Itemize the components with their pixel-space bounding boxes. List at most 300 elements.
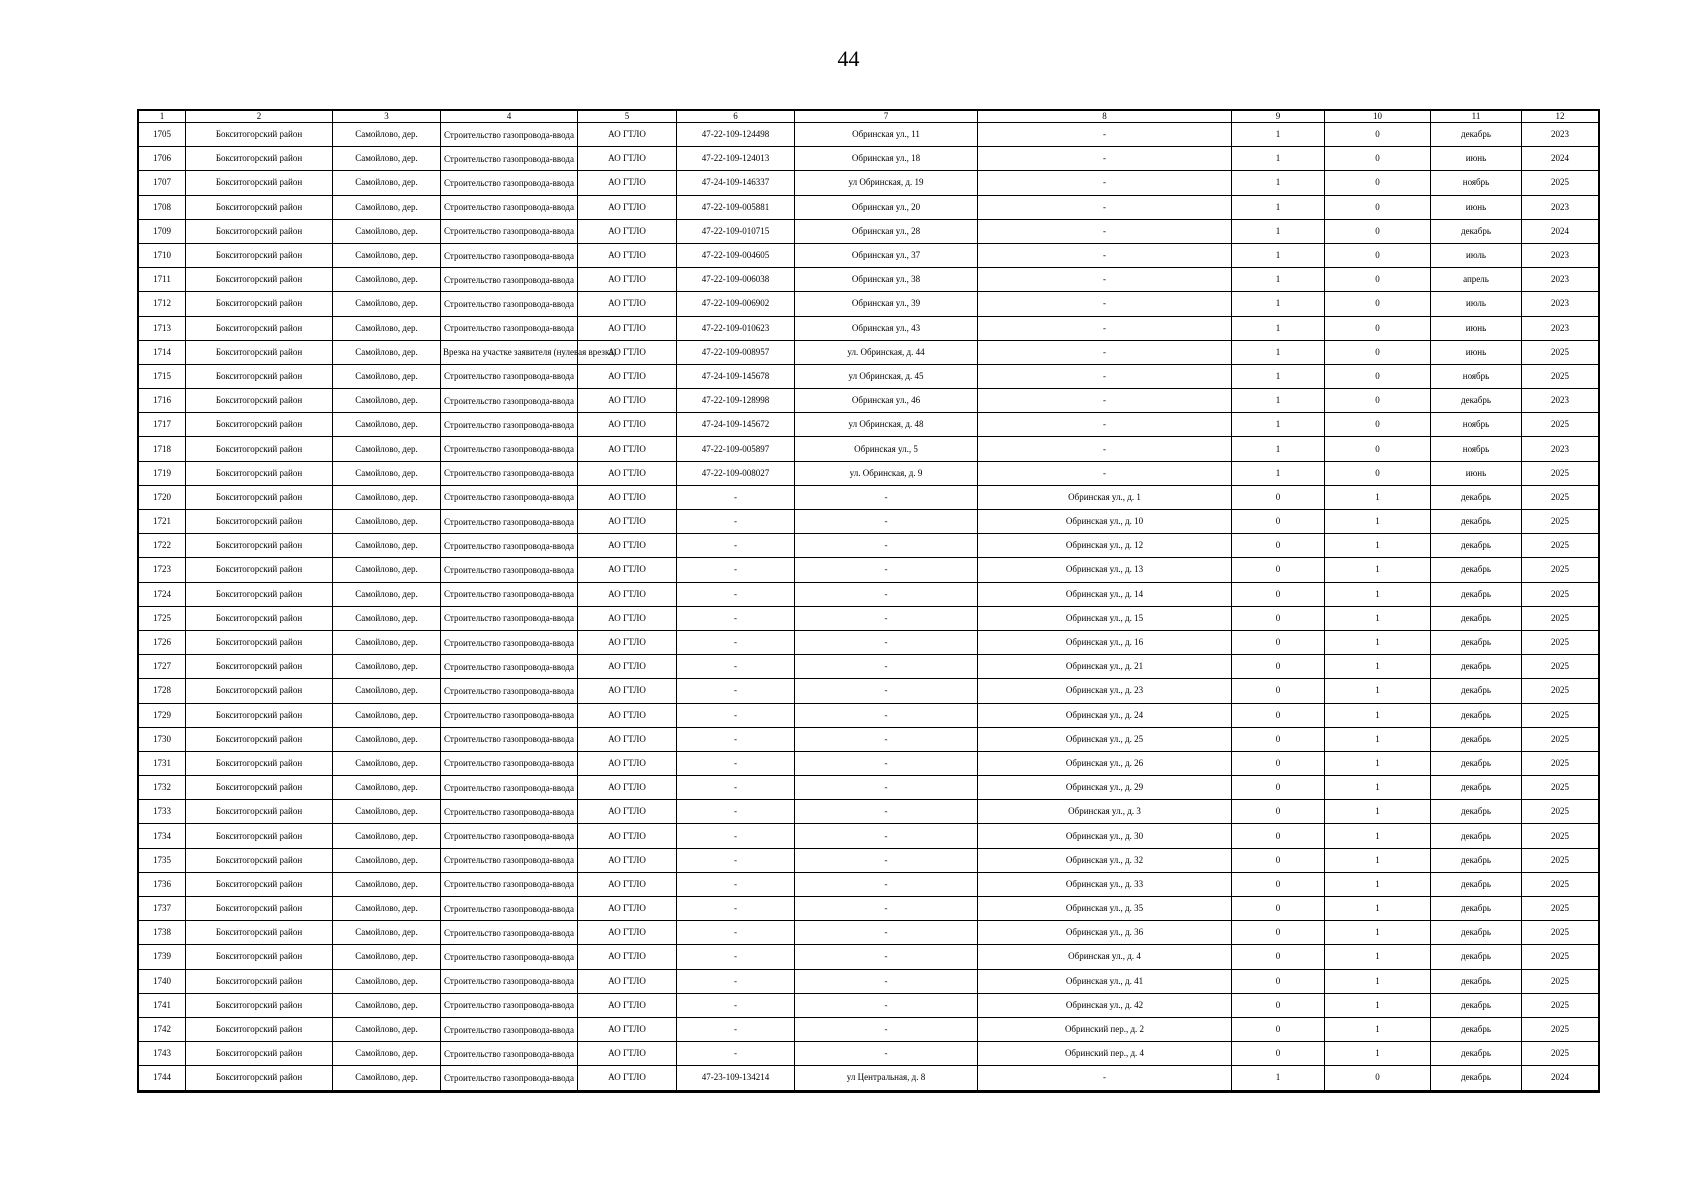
settlement-cell: Самойлово, дер.	[333, 1066, 441, 1091]
month-cell: ноябрь	[1431, 364, 1522, 388]
cadastral-number-cell: -	[677, 800, 795, 824]
table-row	[139, 582, 1599, 606]
cadastral-number-cell: -	[677, 510, 795, 534]
count-a-cell: 0	[1232, 824, 1325, 848]
applicant-address-cell: -	[978, 123, 1232, 147]
month-cell: декабрь	[1431, 921, 1522, 945]
table-row	[139, 510, 1599, 534]
district-cell: Бокситогорский район	[186, 1042, 333, 1066]
organization-cell: АО ГТЛО	[578, 897, 677, 921]
cadastral-number-cell: -	[677, 703, 795, 727]
district-cell: Бокситогорский район	[186, 606, 333, 630]
year-cell: 2025	[1522, 679, 1599, 703]
count-a-cell: 0	[1232, 534, 1325, 558]
cadastral-number-cell: -	[677, 848, 795, 872]
organization-cell: АО ГТЛО	[578, 364, 677, 388]
organization-cell: АО ГТЛО	[578, 243, 677, 267]
work-type-cell: Строительство газопровода-ввода	[441, 461, 578, 485]
count-b-cell: 1	[1325, 945, 1431, 969]
organization-cell: АО ГТЛО	[578, 171, 677, 195]
settlement-cell: Самойлово, дер.	[333, 461, 441, 485]
table-row	[139, 123, 1599, 147]
row-number-cell: 1728	[139, 679, 186, 703]
applicant-address-cell: Обринская ул., д. 16	[978, 630, 1232, 654]
year-cell: 2025	[1522, 727, 1599, 751]
row-number-cell: 1721	[139, 510, 186, 534]
object-address-cell: -	[795, 993, 978, 1017]
settlement-cell: Самойлово, дер.	[333, 268, 441, 292]
year-cell: 2025	[1522, 364, 1599, 388]
row-number-cell: 1738	[139, 921, 186, 945]
year-cell: 2023	[1522, 316, 1599, 340]
year-cell: 2025	[1522, 413, 1599, 437]
organization-cell: АО ГТЛО	[578, 123, 677, 147]
column-number-header: 1	[139, 111, 186, 123]
settlement-cell: Самойлово, дер.	[333, 1042, 441, 1066]
work-type-cell: Строительство газопровода-ввода	[441, 389, 578, 413]
count-b-cell: 0	[1325, 268, 1431, 292]
table-row	[139, 243, 1599, 267]
district-cell: Бокситогорский район	[186, 340, 333, 364]
settlement-cell: Самойлово, дер.	[333, 316, 441, 340]
year-cell: 2025	[1522, 945, 1599, 969]
work-type-cell: Строительство газопровода-ввода	[441, 993, 578, 1017]
applicant-address-cell: Обринская ул., д. 32	[978, 848, 1232, 872]
cadastral-number-cell: -	[677, 485, 795, 509]
year-cell: 2025	[1522, 171, 1599, 195]
count-a-cell: 0	[1232, 655, 1325, 679]
cadastral-number-cell: -	[677, 1017, 795, 1041]
month-cell: декабрь	[1431, 848, 1522, 872]
table-row	[139, 461, 1599, 485]
month-cell: июль	[1431, 243, 1522, 267]
work-type-cell: Строительство газопровода-ввода	[441, 969, 578, 993]
month-cell: декабрь	[1431, 630, 1522, 654]
page-number: 44	[837, 46, 860, 71]
organization-cell: АО ГТЛО	[578, 292, 677, 316]
count-b-cell: 1	[1325, 582, 1431, 606]
table-row	[139, 751, 1599, 775]
applicant-address-cell: -	[978, 292, 1232, 316]
row-number-cell: 1726	[139, 630, 186, 654]
cadastral-number-cell: -	[677, 969, 795, 993]
row-number-cell: 1725	[139, 606, 186, 630]
month-cell: июнь	[1431, 316, 1522, 340]
count-b-cell: 1	[1325, 558, 1431, 582]
settlement-cell: Самойлово, дер.	[333, 292, 441, 316]
work-type-cell: Строительство газопровода-ввода	[441, 776, 578, 800]
district-cell: Бокситогорский район	[186, 921, 333, 945]
month-cell: декабрь	[1431, 485, 1522, 509]
year-cell: 2025	[1522, 969, 1599, 993]
cadastral-number-cell: 47-24-109-145672	[677, 413, 795, 437]
settlement-cell: Самойлово, дер.	[333, 969, 441, 993]
organization-cell: АО ГТЛО	[578, 727, 677, 751]
table-row	[139, 800, 1599, 824]
table-row	[139, 969, 1599, 993]
cadastral-number-cell: 47-22-109-008027	[677, 461, 795, 485]
count-a-cell: 0	[1232, 558, 1325, 582]
count-b-cell: 1	[1325, 872, 1431, 896]
year-cell: 2024	[1522, 219, 1599, 243]
count-b-cell: 1	[1325, 993, 1431, 1017]
year-cell: 2023	[1522, 123, 1599, 147]
count-a-cell: 1	[1232, 292, 1325, 316]
applicant-address-cell: Обринская ул., д. 1	[978, 485, 1232, 509]
count-a-cell: 1	[1232, 147, 1325, 171]
cadastral-number-cell: -	[677, 582, 795, 606]
column-number-row	[139, 111, 1599, 123]
year-cell: 2025	[1522, 776, 1599, 800]
settlement-cell: Самойлово, дер.	[333, 800, 441, 824]
year-cell: 2025	[1522, 485, 1599, 509]
applicant-address-cell: Обринский пер., д. 2	[978, 1017, 1232, 1041]
count-b-cell: 1	[1325, 848, 1431, 872]
year-cell: 2025	[1522, 558, 1599, 582]
cadastral-number-cell: 47-22-109-005881	[677, 195, 795, 219]
year-cell: 2025	[1522, 461, 1599, 485]
organization-cell: АО ГТЛО	[578, 437, 677, 461]
applicant-address-cell: Обринская ул., д. 21	[978, 655, 1232, 679]
count-a-cell: 0	[1232, 582, 1325, 606]
column-number-header: 12	[1522, 111, 1599, 123]
district-cell: Бокситогорский район	[186, 1017, 333, 1041]
table-row	[139, 655, 1599, 679]
month-cell: декабрь	[1431, 219, 1522, 243]
table-row	[139, 292, 1599, 316]
month-cell: декабрь	[1431, 993, 1522, 1017]
district-cell: Бокситогорский район	[186, 292, 333, 316]
work-type-cell: Строительство газопровода-ввода	[441, 558, 578, 582]
work-type-cell: Строительство газопровода-ввода	[441, 582, 578, 606]
district-cell: Бокситогорский район	[186, 219, 333, 243]
column-number-header: 5	[578, 111, 677, 123]
settlement-cell: Самойлово, дер.	[333, 630, 441, 654]
cadastral-number-cell: 47-22-109-004605	[677, 243, 795, 267]
object-address-cell: -	[795, 969, 978, 993]
applicant-address-cell: -	[978, 340, 1232, 364]
work-type-cell: Строительство газопровода-ввода	[441, 655, 578, 679]
work-type-cell: Строительство газопровода-ввода	[441, 510, 578, 534]
district-cell: Бокситогорский район	[186, 897, 333, 921]
table-row	[139, 776, 1599, 800]
object-address-cell: Обринская ул., 38	[795, 268, 978, 292]
district-cell: Бокситогорский район	[186, 243, 333, 267]
object-address-cell: ул Обринская, д. 48	[795, 413, 978, 437]
district-cell: Бокситогорский район	[186, 558, 333, 582]
settlement-cell: Самойлово, дер.	[333, 872, 441, 896]
year-cell: 2024	[1522, 1066, 1599, 1091]
district-cell: Бокситогорский район	[186, 727, 333, 751]
row-number-cell: 1716	[139, 389, 186, 413]
count-a-cell: 0	[1232, 800, 1325, 824]
table-row	[139, 993, 1599, 1017]
cadastral-number-cell: 47-22-109-005897	[677, 437, 795, 461]
count-a-cell: 0	[1232, 1017, 1325, 1041]
object-address-cell: Обринская ул., 43	[795, 316, 978, 340]
table-row	[139, 389, 1599, 413]
table-row	[139, 437, 1599, 461]
cadastral-number-cell: -	[677, 751, 795, 775]
organization-cell: АО ГТЛО	[578, 655, 677, 679]
month-cell: декабрь	[1431, 1042, 1522, 1066]
settlement-cell: Самойлово, дер.	[333, 389, 441, 413]
work-type-cell: Строительство газопровода-ввода	[441, 171, 578, 195]
applicant-address-cell: Обринская ул., д. 13	[978, 558, 1232, 582]
count-a-cell: 0	[1232, 897, 1325, 921]
object-address-cell: Обринская ул., 28	[795, 219, 978, 243]
object-address-cell: -	[795, 921, 978, 945]
cadastral-number-cell: -	[677, 534, 795, 558]
table-row	[139, 1042, 1599, 1066]
applicant-address-cell: -	[978, 268, 1232, 292]
settlement-cell: Самойлово, дер.	[333, 437, 441, 461]
row-number-cell: 1705	[139, 123, 186, 147]
year-cell: 2023	[1522, 437, 1599, 461]
count-b-cell: 0	[1325, 316, 1431, 340]
organization-cell: АО ГТЛО	[578, 945, 677, 969]
row-number-cell: 1713	[139, 316, 186, 340]
object-address-cell: Обринская ул., 18	[795, 147, 978, 171]
object-address-cell: -	[795, 582, 978, 606]
column-number-header: 6	[677, 111, 795, 123]
year-cell: 2025	[1522, 993, 1599, 1017]
count-a-cell: 0	[1232, 1042, 1325, 1066]
month-cell: ноябрь	[1431, 171, 1522, 195]
row-number-cell: 1731	[139, 751, 186, 775]
cadastral-number-cell: 47-22-109-124013	[677, 147, 795, 171]
object-address-cell: -	[795, 848, 978, 872]
count-a-cell: 1	[1232, 243, 1325, 267]
row-number-cell: 1740	[139, 969, 186, 993]
count-b-cell: 1	[1325, 510, 1431, 534]
year-cell: 2023	[1522, 243, 1599, 267]
count-a-cell: 1	[1232, 123, 1325, 147]
count-a-cell: 0	[1232, 969, 1325, 993]
table-row	[139, 485, 1599, 509]
year-cell: 2025	[1522, 751, 1599, 775]
column-number-header: 10	[1325, 111, 1431, 123]
applicant-address-cell: -	[978, 413, 1232, 437]
district-cell: Бокситогорский район	[186, 655, 333, 679]
work-type-cell: Строительство газопровода-ввода	[441, 1017, 578, 1041]
object-address-cell: -	[795, 824, 978, 848]
settlement-cell: Самойлово, дер.	[333, 582, 441, 606]
month-cell: декабрь	[1431, 558, 1522, 582]
row-number-cell: 1732	[139, 776, 186, 800]
cadastral-number-cell: 47-22-109-006038	[677, 268, 795, 292]
register-table	[138, 110, 1599, 1092]
object-address-cell: -	[795, 800, 978, 824]
count-b-cell: 0	[1325, 292, 1431, 316]
applicant-address-cell: Обринская ул., д. 3	[978, 800, 1232, 824]
district-cell: Бокситогорский район	[186, 437, 333, 461]
settlement-cell: Самойлово, дер.	[333, 751, 441, 775]
object-address-cell: -	[795, 727, 978, 751]
count-a-cell: 0	[1232, 993, 1325, 1017]
count-a-cell: 1	[1232, 340, 1325, 364]
object-address-cell: -	[795, 872, 978, 896]
district-cell: Бокситогорский район	[186, 195, 333, 219]
month-cell: декабрь	[1431, 606, 1522, 630]
table-row	[139, 727, 1599, 751]
district-cell: Бокситогорский район	[186, 123, 333, 147]
count-b-cell: 1	[1325, 727, 1431, 751]
district-cell: Бокситогорский район	[186, 147, 333, 171]
settlement-cell: Самойлово, дер.	[333, 534, 441, 558]
object-address-cell: -	[795, 1017, 978, 1041]
count-b-cell: 0	[1325, 219, 1431, 243]
settlement-cell: Самойлово, дер.	[333, 485, 441, 509]
year-cell: 2025	[1522, 703, 1599, 727]
object-address-cell: ул Обринская, д. 19	[795, 171, 978, 195]
month-cell: апрель	[1431, 268, 1522, 292]
column-number-header: 9	[1232, 111, 1325, 123]
settlement-cell: Самойлово, дер.	[333, 171, 441, 195]
work-type-cell: Строительство газопровода-ввода	[441, 606, 578, 630]
district-cell: Бокситогорский район	[186, 510, 333, 534]
table-row	[139, 534, 1599, 558]
settlement-cell: Самойлово, дер.	[333, 945, 441, 969]
settlement-cell: Самойлово, дер.	[333, 727, 441, 751]
applicant-address-cell: Обринская ул., д. 4	[978, 945, 1232, 969]
row-number-cell: 1723	[139, 558, 186, 582]
count-a-cell: 0	[1232, 510, 1325, 534]
applicant-address-cell: Обринская ул., д. 33	[978, 872, 1232, 896]
count-a-cell: 0	[1232, 848, 1325, 872]
count-a-cell: 1	[1232, 437, 1325, 461]
object-address-cell: -	[795, 606, 978, 630]
work-type-cell: Строительство газопровода-ввода	[441, 630, 578, 654]
district-cell: Бокситогорский район	[186, 1066, 333, 1091]
work-type-cell: Строительство газопровода-ввода	[441, 485, 578, 509]
district-cell: Бокситогорский район	[186, 461, 333, 485]
district-cell: Бокситогорский район	[186, 679, 333, 703]
work-type-cell: Строительство газопровода-ввода	[441, 534, 578, 558]
object-address-cell: Обринская ул., 37	[795, 243, 978, 267]
organization-cell: АО ГТЛО	[578, 268, 677, 292]
count-b-cell: 1	[1325, 534, 1431, 558]
year-cell: 2025	[1522, 824, 1599, 848]
object-address-cell: Обринская ул., 11	[795, 123, 978, 147]
organization-cell: АО ГТЛО	[578, 824, 677, 848]
cadastral-number-cell: -	[677, 727, 795, 751]
count-a-cell: 0	[1232, 630, 1325, 654]
district-cell: Бокситогорский район	[186, 703, 333, 727]
count-b-cell: 1	[1325, 606, 1431, 630]
month-cell: декабрь	[1431, 727, 1522, 751]
count-a-cell: 1	[1232, 219, 1325, 243]
table-row	[139, 1017, 1599, 1041]
work-type-cell: Строительство газопровода-ввода	[441, 413, 578, 437]
organization-cell: АО ГТЛО	[578, 630, 677, 654]
cadastral-number-cell: -	[677, 776, 795, 800]
applicant-address-cell: Обринская ул., д. 14	[978, 582, 1232, 606]
organization-cell: АО ГТЛО	[578, 921, 677, 945]
settlement-cell: Самойлово, дер.	[333, 776, 441, 800]
object-address-cell: Обринская ул., 5	[795, 437, 978, 461]
row-number-cell: 1719	[139, 461, 186, 485]
table-row	[139, 921, 1599, 945]
count-a-cell: 1	[1232, 171, 1325, 195]
work-type-cell: Строительство газопровода-ввода	[441, 292, 578, 316]
month-cell: декабрь	[1431, 800, 1522, 824]
row-number-cell: 1735	[139, 848, 186, 872]
settlement-cell: Самойлово, дер.	[333, 364, 441, 388]
district-cell: Бокситогорский район	[186, 268, 333, 292]
district-cell: Бокситогорский район	[186, 534, 333, 558]
count-b-cell: 0	[1325, 147, 1431, 171]
month-cell: декабрь	[1431, 655, 1522, 679]
row-number-cell: 1727	[139, 655, 186, 679]
applicant-address-cell: -	[978, 437, 1232, 461]
organization-cell: АО ГТЛО	[578, 340, 677, 364]
object-address-cell: -	[795, 558, 978, 582]
cadastral-number-cell: -	[677, 606, 795, 630]
applicant-address-cell: Обринская ул., д. 23	[978, 679, 1232, 703]
object-address-cell: -	[795, 1042, 978, 1066]
month-cell: декабрь	[1431, 751, 1522, 775]
cadastral-number-cell: 47-22-109-008957	[677, 340, 795, 364]
work-type-cell: Строительство газопровода-ввода	[441, 945, 578, 969]
count-a-cell: 0	[1232, 679, 1325, 703]
table-row	[139, 945, 1599, 969]
work-type-cell: Строительство газопровода-ввода	[441, 147, 578, 171]
settlement-cell: Самойлово, дер.	[333, 147, 441, 171]
object-address-cell: -	[795, 510, 978, 534]
table-row	[139, 872, 1599, 896]
object-address-cell: -	[795, 897, 978, 921]
work-type-cell: Строительство газопровода-ввода	[441, 897, 578, 921]
district-cell: Бокситогорский район	[186, 800, 333, 824]
applicant-address-cell: -	[978, 364, 1232, 388]
year-cell: 2025	[1522, 1017, 1599, 1041]
year-cell: 2025	[1522, 921, 1599, 945]
column-number-header: 3	[333, 111, 441, 123]
month-cell: декабрь	[1431, 776, 1522, 800]
table-row	[139, 413, 1599, 437]
month-cell: декабрь	[1431, 582, 1522, 606]
organization-cell: АО ГТЛО	[578, 1066, 677, 1091]
district-cell: Бокситогорский район	[186, 171, 333, 195]
row-number-cell: 1737	[139, 897, 186, 921]
count-b-cell: 0	[1325, 413, 1431, 437]
year-cell: 2025	[1522, 655, 1599, 679]
month-cell: декабрь	[1431, 945, 1522, 969]
settlement-cell: Самойлово, дер.	[333, 679, 441, 703]
month-cell: июнь	[1431, 461, 1522, 485]
work-type-cell: Строительство газопровода-ввода	[441, 727, 578, 751]
count-b-cell: 1	[1325, 921, 1431, 945]
count-b-cell: 0	[1325, 195, 1431, 219]
object-address-cell: Обринская ул., 20	[795, 195, 978, 219]
count-b-cell: 0	[1325, 340, 1431, 364]
column-number-header: 7	[795, 111, 978, 123]
count-b-cell: 1	[1325, 800, 1431, 824]
row-number-cell: 1712	[139, 292, 186, 316]
count-b-cell: 1	[1325, 824, 1431, 848]
column-number-header: 11	[1431, 111, 1522, 123]
settlement-cell: Самойлово, дер.	[333, 123, 441, 147]
count-b-cell: 0	[1325, 461, 1431, 485]
count-b-cell: 0	[1325, 364, 1431, 388]
organization-cell: АО ГТЛО	[578, 800, 677, 824]
district-cell: Бокситогорский район	[186, 582, 333, 606]
settlement-cell: Самойлово, дер.	[333, 413, 441, 437]
row-number-cell: 1739	[139, 945, 186, 969]
count-b-cell: 1	[1325, 655, 1431, 679]
table-row	[139, 364, 1599, 388]
